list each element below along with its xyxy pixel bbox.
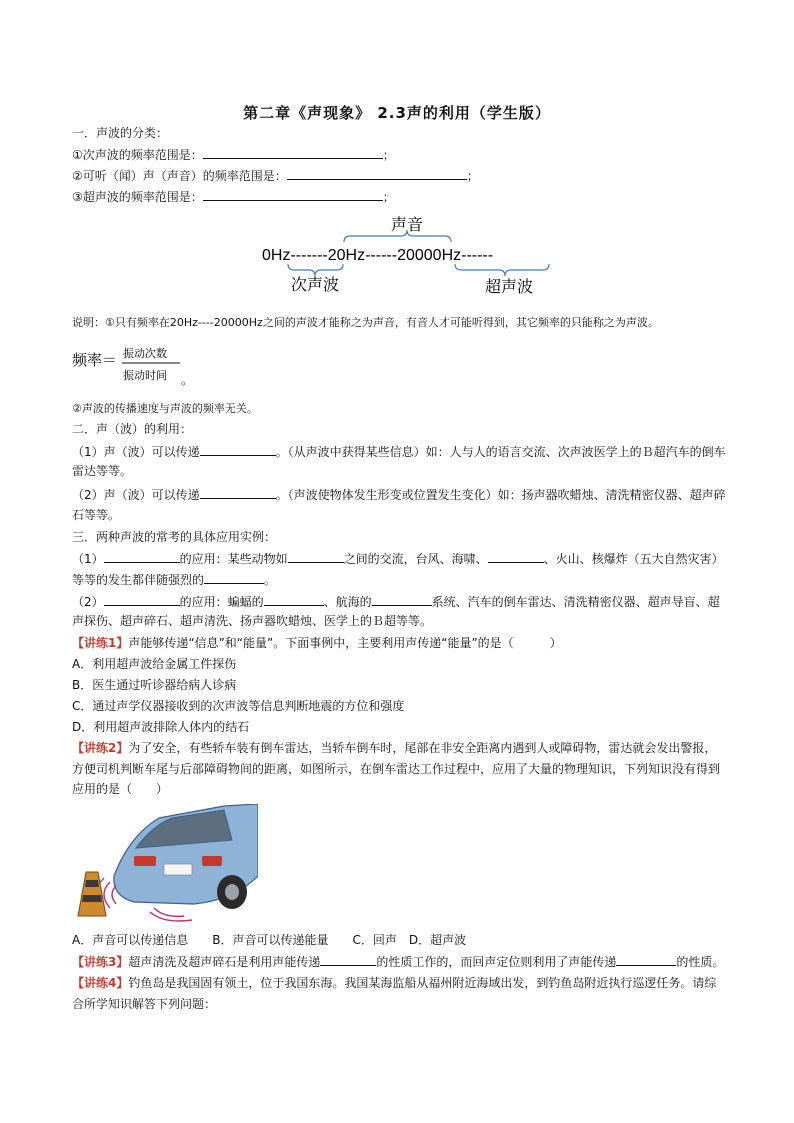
exercise-1-option-d[interactable]: D．利用超声波排除人体内的结石 [72,720,250,734]
exercise-2-question-line2: 方便司机判断车尾与后部障碍物间的距离，如图所示，在倒车雷达工作过程中，应用了大量的物理知识，下列知识没有得到 [72,762,721,776]
infrasound-apps-line: （1） 的应用：某些动物如 之间的交流，台风、海啸、 、火山、核爆炸（五大自然灾害） [72,549,724,568]
exercise-4-question-line2: 合所学知识解答下列问题： [72,997,217,1011]
answer-blank[interactable] [200,442,276,456]
section-heading-3: 三．两种声波的常考的具体应用实例： [72,530,277,544]
sound-label: 声音 [390,217,424,234]
answer-blank[interactable] [204,570,264,584]
use-energy-line: （2）声（波）可以传递 。（声波使物体发生形变或位置发生变化）如：扬声器吹蜡烛、清洗精密仪器、超声碎 [72,485,726,504]
answer-blank[interactable] [616,952,676,966]
ultrasound-label: 超声波 [484,279,534,296]
exercise-tag: 【讲练2】 [72,741,129,755]
ultrasound-brace [455,264,549,276]
section-heading-2: 二．声（波）的利用： [72,422,193,436]
section-heading-1: 一．声波的分类： [72,126,169,140]
formula-lhs: 频率＝ [72,351,118,369]
exercise-1-option-b[interactable]: B．医生通过听诊器给病人诊病 [72,678,237,692]
answer-blank[interactable] [203,187,383,201]
answer-blank[interactable] [200,485,276,499]
exercise-1-option-a[interactable]: A．利用超声波给金属工件探伤 [72,657,237,671]
exercise-tag: 【讲练4】 [72,976,129,990]
infrasound-apps-line-cont: 等等的发生都伴随强烈的 。 [72,570,276,589]
left-tail-light [134,856,156,866]
radar-wave-bottom [150,908,192,921]
infrasound-brace [288,264,343,276]
answer-blank[interactable] [372,592,432,606]
ultrasound-apps-line: （2） 的应用：蝙蝠的 、航海的 系统、汽车的倒车雷达、清洗精密仪器、超声导盲、超 [72,592,720,611]
formula-denominator: 振动时间 [123,369,167,382]
answer-blank[interactable] [264,592,324,606]
fill-line-ultrasound: ③超声波的频率范围是： ； [72,187,395,206]
formula-period: 。 [181,373,194,386]
formula-numerator: 振动次数 [123,347,167,360]
traffic-cone [78,872,106,916]
infrasound-label: 次声波 [290,277,340,294]
exercise-1-option-c[interactable]: C．通过声学仪器接收到的次声波等信息判断地震的方位和强度 [72,699,405,713]
answer-blank[interactable] [288,549,344,563]
exercise-2-question: 【讲练2】为了安全，有些轿车装有倒车雷达，当轿车倒车时，尾部在非安全距离内遇到人或障碍物，雷达就会发出警报， [72,741,717,755]
exercise-2-options[interactable]: A．声音可以传递信息 B．声音可以传递能量 C．回声 D．超声波 [72,933,467,947]
right-tail-light [202,856,222,866]
frequency-formula [72,342,212,386]
use-info-line: （1）声（波）可以传递 。（从声波中获得某些信息）如：人与人的语言交流、次声波医学上的Ｂ超汽车的倒车 [72,442,726,461]
answer-blank[interactable] [203,145,383,159]
answer-blank[interactable] [104,549,180,563]
answer-blank[interactable] [104,592,180,606]
fill-line-infrasound: ①次声波的频率范围是： ； [72,145,395,164]
use-info-line-cont: 雷达等等。 [72,464,133,478]
license-plate [164,864,192,875]
answer-blank[interactable] [287,166,467,180]
fill-line-audible: ②可听（闻）声（声音）的频率范围是： ； [72,166,479,185]
use-energy-line-cont: 石等等。 [72,508,121,522]
ultrasound-apps-line-cont: 声探伤、超声碎石、超声清洗、扬声器吹蜡烛、医学上的Ｂ超等等。 [72,614,433,628]
exercise-1-question: 【讲练1】声能够传递“信息”和“能量”。下面事例中，主要利用声传递“能量”的是（ ） [72,636,562,650]
exercise-4-question: 【讲练4】钓鱼岛是我国固有领土，位于我国东海。我国某海监船从福州附近海域出发，到钓鱼岛附近执行巡逻任务。请综 [72,976,717,990]
note-2: ②声波的传播速度与声波的频率无关。 [72,402,258,415]
answer-blank[interactable] [320,952,376,966]
frequency-axis: 0Hz-------20Hz------20000Hz------ [262,247,494,264]
exercise-2-question-line3: 应用的是（ ） [72,782,169,796]
exercise-tag: 【讲练1】 [72,636,129,650]
exercise-tag: 【讲练3】 [72,955,129,969]
exercise-3-question: 【讲练3】超声清洗及超声碎石是利用声能传递 的性质工作的，而回声定位则利用了声能传递 的性质。 [72,952,724,971]
note-1: 说明：①只有频率在20Hz----20000Hz之间的声波才能称之为声音，有音人才可能听得到，其它频率的只能称之为声波。 [72,316,659,329]
car-reversing-radar-image [74,804,258,924]
frequency-range-diagram [255,208,555,300]
page-title: 第二章《声现象》 2.3声的利用（学生版） [243,104,551,122]
wheel-hub [225,884,239,900]
answer-blank[interactable] [488,549,544,563]
